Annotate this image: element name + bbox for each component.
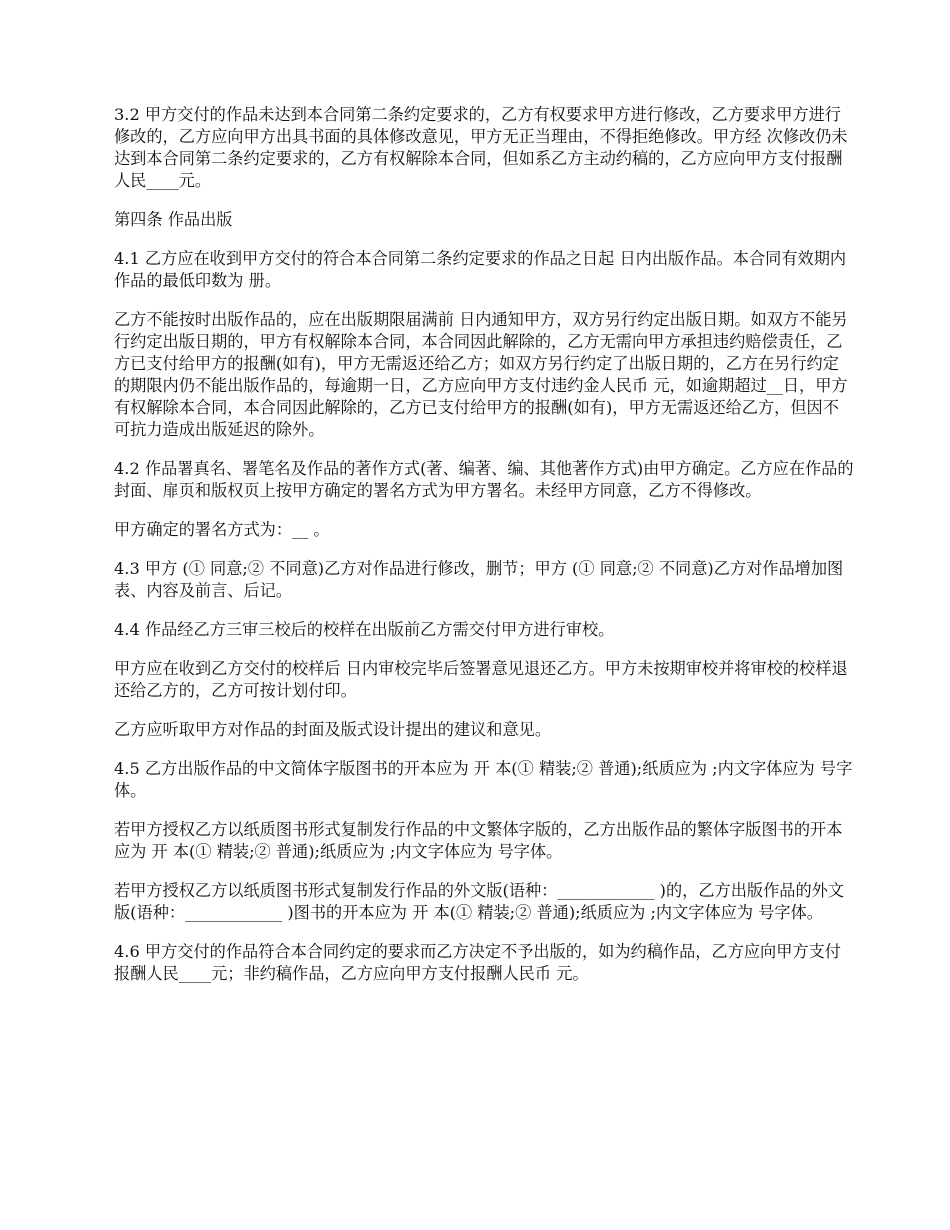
paragraph-signature-method: 甲方确定的署名方式为：__ 。 bbox=[114, 520, 330, 539]
paragraph-4-5: 4.5 乙方出版作品的中文简体字版图书的开本应为 开 本(① 精装;② 普通);纸质应为 ;内文字体应为 号字体。 bbox=[114, 759, 853, 800]
paragraph-4-1: 4.1 乙方应在收到甲方交付的符合本合同第二条约定要求的作品之日起 日内出版作品。本合同有效期内作品的最低印数为 册。 bbox=[114, 249, 847, 290]
paragraph-4-2: 4.2 作品署真名、署笔名及作品的著作方式(著、编著、编、其他著作方式)由甲方确定。乙方应在作品的封面、扉页和版权页上按甲方确定的署名方式为甲方署名。未经甲方同意，乙方不得修改。 bbox=[114, 459, 854, 500]
paragraph-foreign-edition: 若甲方授权乙方以纸质图书形式复制发行作品的外文版(语种：____________ )的，乙方出版作品的外文版(语种：____________ )图书的开本应为 开 本(① 精装;② 普通);纸质应为 ;内文字体应为 号字体。 bbox=[114, 881, 845, 922]
paragraph-4-4: 4.4 作品经乙方三审三校后的校样在出版前乙方需交付甲方进行审校。 bbox=[114, 620, 615, 639]
paragraph-4-6: 4.6 甲方交付的作品符合本合同约定的要求而乙方决定不予出版的，如为约稿作品，乙方应向甲方支付报酬人民____元；非约稿作品，乙方应向甲方支付报酬人民币 元。 bbox=[114, 942, 841, 983]
section-heading-article-4: 第四条 作品出版 bbox=[114, 210, 233, 229]
paragraph-4-3: 4.3 甲方 (① 同意;② 不同意)乙方对作品进行修改，删节；甲方 (① 同意;② 不同意)乙方对作品增加图表、内容及前言、后记。 bbox=[114, 559, 844, 600]
paragraph-3-2: 3.2 甲方交付的作品未达到本合同第二条约定要求的，乙方有权要求甲方进行修改，乙方要求甲方进行修改的，乙方应向甲方出具书面的具体修改意见，甲方无正当理由，不得拒绝修改。甲方经 次修改仍未达到本合同第二条约定要求的，乙方有权解除本合同，但如系乙方主动约稿的，乙方应向甲方支付报酬人民____元。 bbox=[114, 105, 848, 190]
paragraph-cover-design: 乙方应听取甲方对作品的封面及版式设计提出的建议和意见。 bbox=[114, 720, 552, 739]
paragraph-traditional-chinese: 若甲方授权乙方以纸质图书形式复制发行作品的中文繁体字版的，乙方出版作品的繁体字版图书的开本应为 开 本(① 精装;② 普通);纸质应为 ;内文字体应为 号字体。 bbox=[114, 820, 843, 861]
paragraph-proof-review: 甲方应在收到乙方交付的校样后 日内审校完毕后签署意见退还乙方。甲方未按期审校并将审校的校样退还给乙方的，乙方可按计划付印。 bbox=[114, 659, 848, 700]
document-body bbox=[114, 104, 854, 1002]
paragraph-late-publication: 乙方不能按时出版作品的，应在出版期限届满前 日内通知甲方，双方另行约定出版日期。如双方不能另行约定出版日期的，甲方有权解除本合同，本合同因此解除的，乙方无需向甲方承担违约赔偿责任，乙方已支付给甲方的报酬(如有)，甲方无需返还给乙方；如双方另行约定了出版日期的，乙方在另行约定的期限内仍不能出版作品的，每逾期一日，乙方应向甲方支付违约金人民币 元，如逾期超过__日，甲方有权解除本合同，本合同因此解除的，乙方已支付给甲方的报酬(如有)，甲方无需返还给乙方，但因不可抗力造成出版延迟的除外。 bbox=[114, 310, 848, 439]
